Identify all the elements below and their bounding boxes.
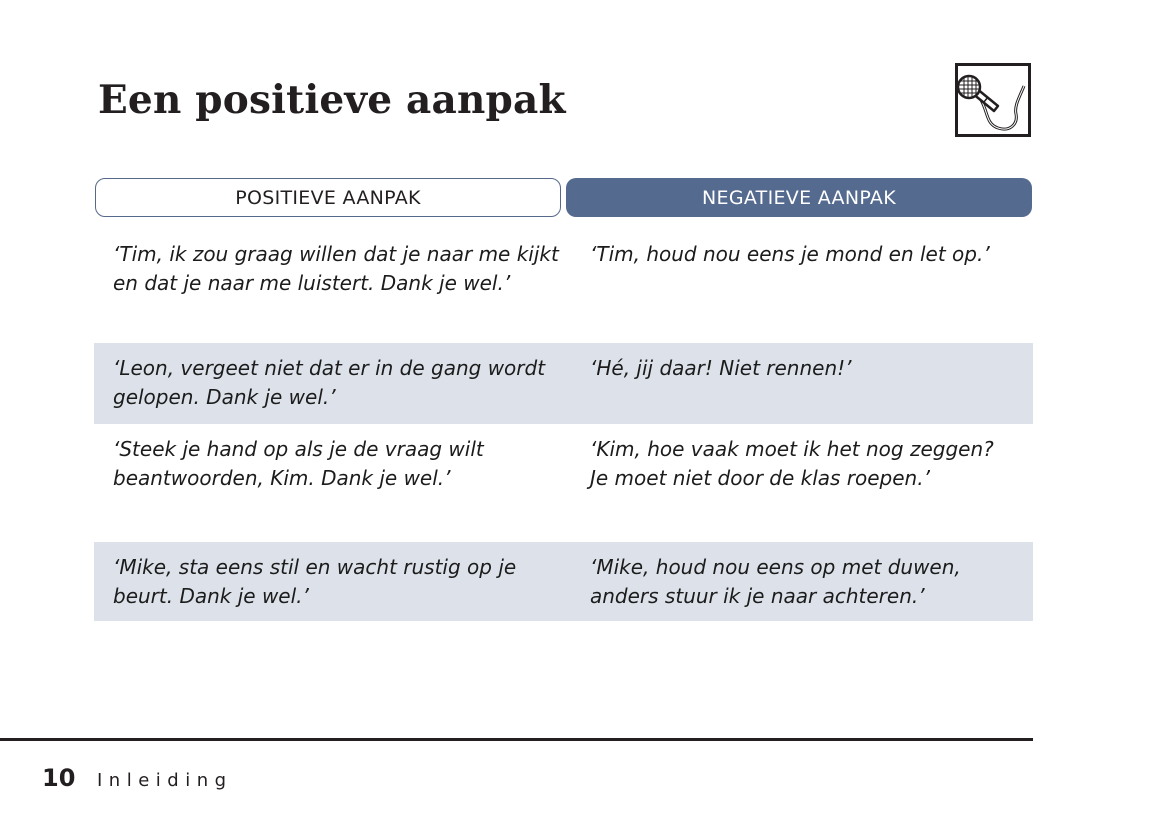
- positive-phrase: ‘Mike, sta eens stil en wacht rustig op je beurt. Dank je wel.’: [113, 555, 517, 608]
- negative-phrase: ‘Hé, jij daar! Niet rennen!’: [590, 356, 852, 380]
- microphone-icon: [955, 63, 1031, 137]
- negative-phrase: ‘Tim, houd nou eens je mond en let op.’: [590, 242, 990, 266]
- comparison-table: [94, 229, 1033, 621]
- positive-phrase: ‘Steek je hand op als je de vraag wilt beantwoorden, Kim. Dank je wel.’: [113, 437, 484, 490]
- positive-phrase: ‘Leon, vergeet niet dat er in de gang wordt gelopen. Dank je wel.’: [113, 356, 546, 409]
- table-row: [94, 229, 1033, 343]
- positive-phrase: ‘Tim, ik zou graag willen dat je naar me kijkt en dat je naar me luistert. Dank je wel.’: [113, 242, 559, 295]
- table-row: [94, 542, 1033, 621]
- page-title: Een positieve aanpak: [98, 77, 566, 123]
- header-negative-approach: NEGATIEVE AANPAK: [566, 178, 1032, 217]
- header-positive-approach: POSITIEVE AANPAK: [95, 178, 561, 217]
- section-name: Inleiding: [97, 770, 233, 791]
- table-row: [94, 424, 1033, 542]
- negative-phrase: ‘Mike, houd nou eens op met duwen, anders stuur ik je naar achteren.’: [590, 555, 961, 608]
- table-row: [94, 343, 1033, 424]
- negative-phrase: ‘Kim, hoe vaak moet ik het nog zeggen? Je moet niet door de klas roepen.’: [590, 437, 994, 490]
- footer-divider: [0, 738, 1033, 741]
- page-number: 10: [42, 764, 76, 792]
